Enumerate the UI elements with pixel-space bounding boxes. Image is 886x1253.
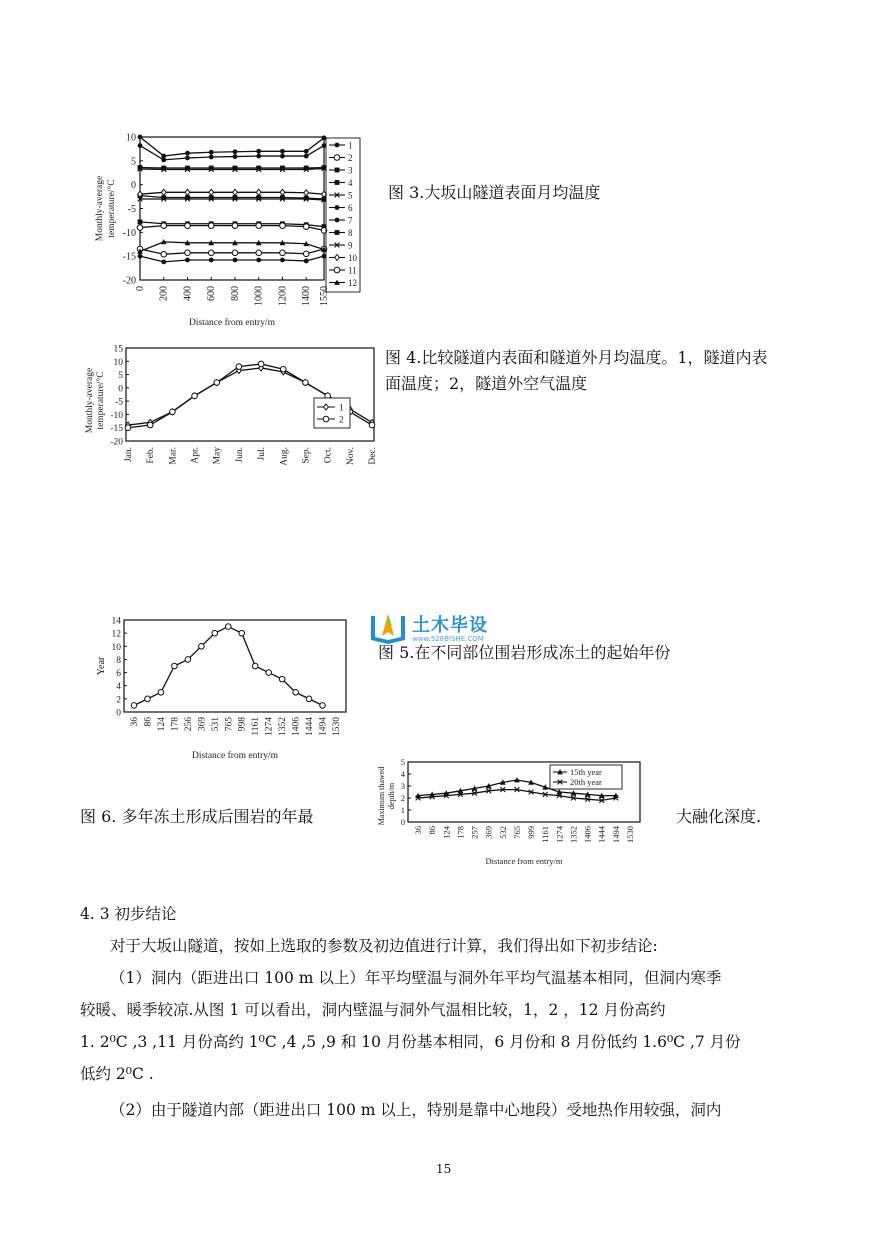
fig3-legend-label: 8	[348, 228, 353, 238]
fig4-data-point	[192, 393, 198, 399]
fig3-data-point	[209, 189, 214, 195]
fig3-data-point	[161, 166, 166, 171]
paragraph-2-line-4: 低约 2⁰C .	[80, 1065, 154, 1083]
fig3-y-tick-label: -10	[122, 227, 136, 239]
fig3-data-point	[138, 143, 143, 148]
fig4-x-tick-label: Jun.	[234, 447, 245, 463]
fig3-data-point	[208, 223, 214, 229]
fig6-y-tick-label: 0	[400, 817, 405, 827]
fig6-x-tick-label: 532	[497, 826, 508, 839]
fig4-data-point	[125, 425, 131, 431]
fig3-data-point	[137, 225, 143, 231]
fig5-data-point	[131, 703, 137, 709]
fig3-x-tick-label: 1200	[277, 286, 289, 306]
fig4-y-axis-label-line1: Monthly-average	[85, 367, 95, 434]
fig5-x-tick-label: 1161	[251, 717, 262, 736]
fig3-x-tick-label: 400	[182, 286, 194, 301]
fig4-y-tick-label: -10	[110, 410, 123, 421]
fig3-data-point	[161, 251, 167, 257]
fig3-data-point	[161, 189, 166, 195]
fig6-x-tick-label: 1352	[568, 826, 579, 843]
fig5-x-tick-label: 1494	[318, 717, 329, 736]
fig5-data-point	[293, 689, 299, 695]
fig3-legend-label: 6	[348, 203, 353, 213]
fig4-data-point	[280, 366, 286, 372]
fig3-y-tick-label: -5	[127, 204, 136, 215]
fig4-x-tick-label: Sep.	[301, 447, 312, 464]
fig5-x-tick-label: 256	[183, 717, 194, 732]
fig3-y-tick-label: 0	[131, 180, 136, 192]
fig3-data-point	[185, 166, 190, 171]
fig3-legend-label: 1	[348, 140, 353, 151]
fig5-data-point	[212, 630, 218, 636]
fig3-legend-label: 12	[348, 278, 357, 288]
fig3-legend-marker	[335, 255, 340, 261]
paragraph-2-line-1: （1）洞内（距进出口 100 m 以上）年平均壁温与洞外年平均气温基本相同，但洞内寒季	[110, 969, 722, 987]
fig3-data-point	[185, 156, 190, 161]
fig4-caption	[385, 345, 845, 397]
fig6-x-tick-label: 1274	[554, 826, 565, 843]
figure-5	[92, 612, 362, 766]
fig3-legend-marker	[335, 168, 340, 173]
fig3-data-point	[138, 165, 143, 170]
fig5-data-point	[279, 676, 285, 682]
fig6-legend-label: 20th year	[570, 777, 602, 787]
fig3-data-point	[256, 258, 261, 263]
fig3-data-point	[185, 250, 191, 256]
fig5-x-tick-label: 765	[224, 717, 235, 732]
fig5-data-point	[239, 630, 245, 636]
fig3-series-line	[140, 242, 324, 252]
fig6-caption-right: 大融化深度.	[676, 807, 762, 826]
fig3-data-point	[280, 154, 285, 159]
fig3-legend-marker	[334, 267, 340, 273]
fig6-y-axis-label-line2: depth/m	[387, 782, 396, 810]
fig3-data-point	[256, 149, 261, 154]
fig3-data-point	[303, 224, 309, 230]
fig3-series-line	[140, 192, 324, 194]
fig4-data-point	[170, 409, 176, 415]
fig5-y-tick-label: 10	[111, 642, 121, 653]
fig5-data-point	[145, 696, 151, 702]
fig3-x-tick-label: 800	[229, 286, 241, 301]
fig3-legend-label: 9	[348, 240, 353, 251]
fig4-x-tick-label: Nov.	[345, 447, 356, 466]
fig4-data-point	[303, 380, 309, 386]
fig3-data-point	[209, 150, 214, 155]
fig6-x-tick-label: 36	[413, 826, 423, 835]
fig3-legend-label: 3	[348, 165, 353, 176]
fig6-y-tick-label: 4	[400, 769, 405, 779]
fig6-x-tick-label: 1494	[610, 826, 621, 843]
fig3-data-point	[209, 258, 214, 263]
fig5-x-tick-label: 1274	[264, 717, 275, 736]
figure-3	[88, 128, 373, 332]
fig3-data-point	[138, 254, 143, 259]
fig3-data-point	[233, 166, 238, 171]
fig3-legend-marker	[335, 180, 340, 185]
fig6-x-tick-label: 369	[483, 826, 494, 839]
fig4-y-tick-label: -15	[110, 424, 123, 435]
fig4-y-tick-label: 5	[118, 371, 123, 382]
fig4-x-tick-label: Jan.	[124, 447, 134, 463]
fig6-y-tick-label: 5	[400, 757, 405, 767]
fig3-series-line	[140, 199, 324, 200]
fig5-y-tick-label: 14	[111, 616, 121, 627]
fig4-x-tick-label: Jul.	[257, 447, 268, 461]
fig3-data-point	[138, 219, 143, 224]
fig6-x-tick-label: 999	[526, 826, 537, 839]
fig3-plot-frame	[140, 137, 324, 280]
fig5-x-tick-label: 369	[197, 717, 208, 732]
fig4-legend-label: 1	[339, 403, 344, 414]
fig4-legend-label: 2	[339, 415, 344, 426]
fig5-data-point	[158, 689, 164, 695]
fig4-caption-line2: 面温度；2，隧道外空气温度	[385, 374, 588, 393]
fig3-data-point	[304, 190, 309, 196]
paragraph-3: （2）由于隧道内部（距进出口 100 m 以上，特别是靠中心地段）受地热作用较强，洞内	[110, 1101, 722, 1119]
fig3-y-tick-label: 5	[131, 156, 136, 168]
fig5-data-point	[306, 696, 312, 702]
fig3-y-tick-label: -15	[122, 251, 136, 263]
fig5-data-point	[185, 657, 191, 663]
fig6-x-tick-label: 1530	[625, 826, 635, 843]
fig3-data-point	[280, 149, 285, 154]
fig5-y-tick-label: 4	[116, 682, 121, 693]
paragraph-1: 对于大坂山隧道，按如上选取的参数及初边值进行计算，我们得出如下初步结论:	[110, 937, 658, 955]
fig3-data-point	[304, 154, 309, 159]
fig3-data-point	[256, 223, 262, 229]
fig4-y-tick-label: 15	[113, 344, 123, 355]
fig3-x-tick-label: 600	[206, 286, 218, 301]
fig3-legend-label: 11	[348, 265, 357, 276]
fig5-x-tick-label: 1352	[278, 717, 289, 736]
fig3-legend-marker	[335, 218, 340, 223]
fig3-x-axis-label: Distance from entry/m	[188, 318, 276, 328]
fig5-y-tick-label: 2	[116, 695, 121, 706]
fig4-legend-marker	[323, 416, 329, 422]
fig3-data-point	[233, 149, 238, 154]
fig3-legend-label: 5	[348, 190, 353, 201]
fig3-legend-label: 4	[348, 178, 353, 188]
fig4-x-tick-label: Aug.	[279, 447, 290, 466]
fig3-x-tick-label: 200	[158, 286, 170, 301]
fig3-data-point	[185, 151, 190, 156]
fig3-series-line	[140, 256, 324, 262]
fig3-legend-label: 2	[348, 153, 353, 163]
fig3-data-point	[233, 258, 238, 263]
fig5-plot-frame	[124, 620, 346, 712]
fig3-data-point	[304, 166, 309, 171]
fig3-data-point	[209, 155, 214, 160]
fig4-x-tick-label: Feb.	[146, 447, 157, 464]
fig3-y-tick-label: -20	[122, 275, 136, 287]
fig3-data-point	[208, 250, 214, 256]
fig5-y-tick-label: 0	[116, 708, 121, 719]
fig4-y-tick-label: -20	[110, 437, 123, 448]
fig5-data-point	[266, 670, 272, 676]
fig6-x-tick-label: 1406	[582, 826, 593, 843]
fig6-chart	[372, 748, 660, 880]
fig3-data-point	[185, 258, 190, 263]
fig3-data-point	[233, 154, 238, 159]
fig4-legend-box	[314, 398, 350, 428]
fig6-x-tick-label: 765	[511, 826, 522, 839]
fig4-data-point	[214, 380, 220, 386]
fig3-x-tick-label: 1550	[319, 286, 330, 306]
fig5-x-tick-label: 36	[130, 717, 140, 727]
fig3-data-point	[304, 149, 309, 154]
fig6-x-tick-label: 178	[455, 826, 466, 839]
fig3-data-point	[256, 189, 261, 195]
fig3-x-tick-label: 0	[135, 286, 146, 291]
fig6-y-tick-label: 2	[400, 793, 405, 803]
book-logo-icon	[368, 610, 408, 644]
fig5-y-axis-label: Year	[96, 656, 107, 676]
fig4-chart	[82, 336, 378, 496]
fig4-y-axis-label-line2: temperature/°C	[96, 371, 106, 430]
fig3-legend-marker	[335, 230, 340, 235]
fig6-x-tick-label: 124	[441, 826, 452, 839]
fig3-data-point	[303, 251, 309, 257]
fig3-data-point	[138, 135, 143, 140]
fig3-x-tick-label: 1000	[253, 286, 265, 306]
fig3-legend-marker	[334, 155, 340, 161]
fig3-series-line	[140, 137, 324, 156]
fig4-x-tick-label: May	[212, 447, 223, 465]
fig3-data-point	[161, 154, 166, 159]
watermark-sub: www.528BISHE.COM	[412, 635, 484, 643]
page-number: 15	[436, 1162, 452, 1176]
fig4-x-tick-label: Oct.	[323, 447, 334, 464]
fig6-y-tick-label: 1	[400, 805, 405, 815]
fig3-series-line	[140, 146, 324, 160]
figure-6	[372, 748, 660, 884]
fig5-x-tick-label: 1444	[305, 717, 316, 736]
fig3-chart	[88, 128, 373, 328]
fig3-data-point	[256, 154, 261, 159]
fig3-data-point	[280, 223, 286, 229]
fig3-data-point	[256, 166, 261, 171]
fig3-data-point	[161, 223, 167, 229]
watermark-text: 土木毕设	[412, 615, 488, 636]
fig3-data-point	[256, 250, 262, 256]
fig3-legend-label: 7	[348, 215, 353, 226]
section-heading: 4. 3 初步结论	[80, 905, 177, 923]
fig4-x-tick-label: Mar.	[168, 447, 179, 465]
fig6-caption-left: 图 6. 多年冻土形成后围岩的年最	[80, 807, 314, 826]
fig6-x-tick-label: 257	[469, 826, 480, 839]
fig3-y-tick-label: 10	[126, 132, 136, 144]
fig6-x-tick-label: 86	[427, 826, 438, 835]
fig5-x-tick-label: 1530	[332, 717, 342, 736]
fig3-data-point	[209, 166, 214, 171]
fig3-legend-marker	[335, 143, 340, 148]
fig6-x-tick-label: 1444	[596, 826, 607, 843]
fig6-y-tick-label: 3	[400, 781, 405, 791]
fig3-data-point	[185, 223, 191, 229]
fig3-data-point	[280, 258, 285, 263]
fig3-data-point	[304, 259, 309, 264]
fig3-data-point	[280, 189, 285, 195]
fig5-x-tick-label: 86	[143, 717, 154, 727]
fig3-legend-label: 10	[348, 253, 357, 263]
fig3-data-point	[185, 189, 190, 195]
fig4-y-tick-label: 10	[113, 357, 123, 368]
figure-4	[82, 336, 378, 500]
fig5-data-point	[320, 703, 326, 709]
fig3-x-tick-label: 1400	[301, 286, 313, 306]
fig3-data-point	[232, 223, 238, 229]
fig5-x-tick-label: 178	[170, 717, 181, 732]
site-watermark	[368, 610, 488, 644]
fig6-legend-label: 15th year	[570, 767, 602, 777]
fig5-y-tick-label: 6	[116, 669, 121, 680]
fig3-y-axis-label-line2: temperature/°C	[107, 179, 117, 238]
fig4-data-point	[236, 364, 242, 370]
fig5-x-tick-label: 531	[210, 717, 221, 732]
paragraph-2-line-3: 1. 2⁰C ,3 ,11 月份高约 1⁰C ,4 ,5 ,9 和 10 月份基本相同，6 月份和 8 月份低约 1.6⁰C ,7 月份	[80, 1033, 741, 1051]
fig3-data-point	[161, 259, 166, 264]
fig5-x-tick-label: 998	[237, 717, 248, 732]
fig4-data-point	[147, 422, 153, 428]
fig6-x-axis-label: Distance from entry/m	[485, 856, 563, 866]
fig3-data-point	[280, 166, 285, 171]
fig5-chart	[92, 612, 362, 762]
fig4-x-tick-label: Apr.	[190, 447, 201, 464]
fig3-legend-marker	[335, 205, 340, 210]
fig4-y-tick-label: -5	[115, 397, 123, 408]
fig5-data-point	[225, 624, 231, 630]
fig4-y-tick-label: 0	[118, 384, 123, 395]
fig6-x-tick-label: 1161	[540, 826, 551, 843]
fig5-y-tick-label: 8	[116, 655, 121, 666]
paragraph-2-line-2: 较暖、暖季较凉.从图 1 可以看出，洞内壁温与洞外气温相比较，1，2 ，12 月份高约	[80, 1001, 666, 1019]
fig4-data-point	[258, 361, 264, 367]
fig3-y-axis-label-line1: Monthly-average	[95, 175, 105, 242]
fig3-caption: 图 3.大坂山隧道表面月均温度	[388, 183, 601, 202]
fig4-x-tick-label: Dec.	[368, 447, 378, 465]
fig3-data-point	[280, 250, 286, 256]
fig5-y-tick-label: 12	[111, 629, 121, 640]
fig3-data-point	[233, 189, 238, 195]
fig5-caption: 图 5.在不同部位围岩形成冻土的起始年份	[378, 643, 671, 662]
fig4-caption-line1: 图 4.比较隧道内表面和隧道外月均温度。1，隧道内表	[385, 348, 768, 367]
fig5-data-point	[252, 663, 258, 669]
fig5-x-tick-label: 124	[156, 717, 167, 732]
fig6-y-axis-label-line1: Maximum thawed	[377, 766, 386, 826]
fig4-data-point	[369, 422, 375, 428]
fig5-data-point	[172, 663, 178, 669]
fig3-data-point	[232, 250, 238, 256]
fig5-x-tick-label: 1406	[291, 717, 302, 736]
fig5-data-point	[199, 643, 205, 649]
fig5-x-axis-label: Distance from entry/m	[191, 751, 279, 761]
